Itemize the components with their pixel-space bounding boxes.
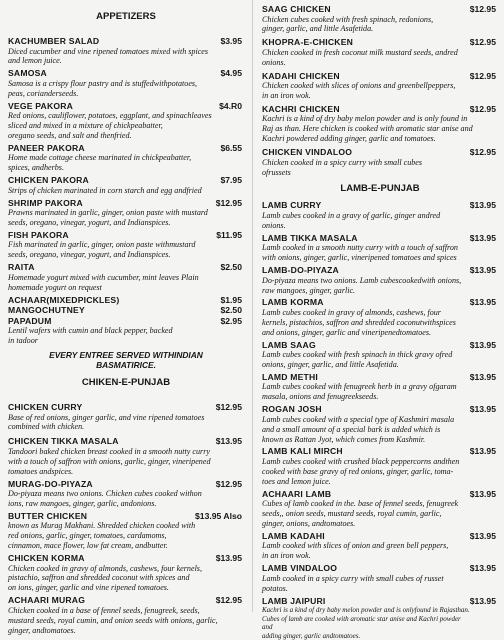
chicken-heading: CHIKEN-E-PUNJAB xyxy=(81,377,171,388)
item-price: $7.95 xyxy=(220,175,242,186)
item-description: Lamb cooked in a spicy curry with small cubes of russet potatos. xyxy=(262,573,444,593)
item-name: BUTTER CHICKEN xyxy=(8,510,88,521)
menu-item xyxy=(8,553,244,593)
item-description: Do-piyaza means two onions. Chicken cubes cooked withon ions, raw mangoes, ginger, garlic, andonions. xyxy=(8,489,202,508)
item-price: $13.95 xyxy=(215,553,242,564)
column-divider xyxy=(252,0,253,612)
lamb-heading: LAMB-E-PUNJAB xyxy=(340,183,420,195)
item-name: SAAG CHICKEN xyxy=(262,4,331,14)
appetizers-heading: APPETIZERS xyxy=(96,11,156,22)
menu-item xyxy=(262,265,498,295)
item-name: LAMB SAAG xyxy=(262,339,316,350)
item-description: Lamb cooked with slices of onion and green bell peppers, in an iron wok. xyxy=(262,541,449,561)
item-description: Home made cottage cheese marinated in chickpeabatter, spices, andherbs. xyxy=(8,153,192,173)
item-name: CHICKEN KORMA xyxy=(8,553,85,564)
item-name: LAMB CURRY xyxy=(262,200,322,211)
item-price: $12.95 xyxy=(215,402,242,412)
item-name: LAMB JAIPURI xyxy=(262,595,326,606)
item-price: $6.55 xyxy=(220,142,242,153)
item-price: $13.95 xyxy=(469,232,496,243)
item-description: Chicken cooked in a base of fennel seeds, fenugreek, seeds, mustard seeds, royal cumin, and onion seeds with onions, garlic, ginger, andtomatoes. xyxy=(8,605,218,635)
item-price: $12.95 xyxy=(469,103,496,114)
menu-item xyxy=(262,489,498,529)
item-price: $13.95 xyxy=(215,436,242,447)
item-name: VEGE PAKORA xyxy=(8,100,74,111)
item-price: $4.R0 xyxy=(219,100,242,111)
menu-item xyxy=(262,104,498,144)
item-name: KACHRI CHICKEN xyxy=(262,103,340,114)
menu-item xyxy=(8,402,244,432)
item-name: LAMB KALI MIRCH xyxy=(262,446,343,457)
menu-item xyxy=(8,101,244,141)
item-name: MANGOCHUTNEY xyxy=(8,305,85,315)
menu-item xyxy=(8,436,244,476)
item-description: Lamb cubes cooked with a special type of Kashmiri masala and a small amount of a special bark is added which is known as Rattan Jyot, which comes from Kashmir. xyxy=(262,414,455,444)
menu-item xyxy=(8,295,244,306)
item-price: $13.95 xyxy=(469,488,496,499)
item-description: Do-piyaza means two onions. Lamb cubescookedwith onions, raw mangoes, ginger, garlic. xyxy=(262,275,462,295)
item-description: Chicken cooked with slices of onions and greenbellpeppers, in an iron wok. xyxy=(262,81,456,101)
item-name: ACHAARI MURAG xyxy=(8,595,86,606)
menu-item xyxy=(8,262,244,292)
menu-item xyxy=(8,175,244,195)
item-description: Kachri is a kind of dry baby melon powder and is onlyfound in Rajasthan. Cubes of lamb are cooked with aromatic star anise and Kachri powder and adding ginger, garlic andtomatoes. xyxy=(262,606,470,640)
left-column xyxy=(8,0,244,636)
item-description: Cubes of lamb cooked in the. base of fennel seeds, fenugreek seeds,, onion seeds, mustard seeds, royal cumin, garlic, ginger, onions, andtomatoes. xyxy=(262,499,459,528)
item-description: Strips of chicken marinated in corn starch and egg andfried xyxy=(8,185,202,195)
item-description: Tandoori baked chicken breast cooked in a smooth nutty curry with a touch of saffron with onions, garlic, ginger, vineripened tomatoes andspices. xyxy=(8,446,211,476)
item-name: KADAHI CHICKEN xyxy=(262,70,340,81)
menu-item xyxy=(262,563,498,593)
item-price: $2.95 xyxy=(220,315,242,326)
item-description: Chicken cubes cooked with fresh spinach, redonions, ginger, garlic, and little Asafetida. xyxy=(262,14,434,34)
item-name: CHICKEN VINDALOO xyxy=(262,147,353,158)
item-price: $12.95 xyxy=(215,595,242,606)
item-price: $13.95 xyxy=(469,563,496,574)
item-name: FISH PAKORA xyxy=(8,229,69,240)
item-price: $2.50 xyxy=(220,305,242,315)
menu-item xyxy=(262,340,498,370)
menu-item xyxy=(8,511,244,551)
appetizers-list xyxy=(8,36,244,346)
item-description: Chicken cooked in fresh coconut milk mustard seeds, andred onions. xyxy=(262,47,458,67)
item-name: CHICKEN TIKKA MASALA xyxy=(8,436,119,447)
item-price: $13.95 xyxy=(469,446,496,457)
item-description: Chicken cooked in gravy of almonds, cashews, four kernels, pistachio, saffron and shredded coconut with spices and on ions, ginger, garlic and vine ripened tomatoes. xyxy=(8,563,202,593)
item-price: $13.95 xyxy=(469,371,496,382)
item-name: LAMB-DO-PIYAZA xyxy=(262,265,339,276)
menu-item xyxy=(262,297,498,337)
menu-item xyxy=(262,71,498,101)
item-name: LAMB TIKKA MASALA xyxy=(262,232,358,243)
item-price: $13.95 xyxy=(469,595,496,606)
item-description: Lentil wafers with cumin and black pepper, backed in tadoor xyxy=(8,326,173,345)
menu-item xyxy=(8,595,244,635)
menu-item xyxy=(8,198,244,228)
lamb-list xyxy=(262,200,498,640)
item-price: $13.95 xyxy=(469,200,496,211)
item-description: Samosa is a crispy flour pastry and is stuffedwithpotatoes, peas, corianderseeds. xyxy=(8,78,198,98)
item-description: Red onions, cauliflower, potatoes, eggplant, and spinachleaves sliced and mixed in a mixture of chickpeabatter, oregano seeds, and salt and thenfried. xyxy=(8,111,212,140)
chicken-continued-list xyxy=(262,4,498,177)
right-column xyxy=(262,0,498,640)
menu-item xyxy=(262,372,498,402)
item-name: PAPADUM xyxy=(8,315,52,326)
item-name: KACHUMBER SALAD xyxy=(8,36,100,46)
menu-item xyxy=(262,4,498,34)
basmati-note: EVERY ENTREE SERVED WITHINDIAN BASMATIRICE. xyxy=(49,349,203,371)
menu-item xyxy=(8,479,244,509)
item-name: RAITA xyxy=(8,262,35,273)
item-price: $4.95 xyxy=(220,68,242,79)
menu-item xyxy=(262,404,498,444)
menu-item xyxy=(8,68,244,98)
menu-item xyxy=(262,233,498,263)
menu-item xyxy=(8,316,244,327)
item-price: $12.95 xyxy=(469,4,496,14)
item-description: Kachri is a kind of dry baby melon powder and is only found in Raj as than. Here chicken is cooked with aromatic star anise and Kachri powdered adding ginger, garlic and tomatoes. xyxy=(262,114,473,144)
item-name: LAMB KORMA xyxy=(262,297,324,308)
item-price: $11.95 xyxy=(216,229,242,240)
item-description: Homemade yogurt mixed with cucumber, mint leaves Plain homemade yogurt on request xyxy=(8,272,199,292)
menu-item xyxy=(262,596,498,640)
menu-item xyxy=(262,446,498,486)
item-description: Lamb cooked in a smooth nutty curry with a touch of saffron with onions, ginger, garlic, vineripened tomatoes and spices xyxy=(262,243,458,263)
item-price: $13.95 xyxy=(469,297,496,308)
item-description: Lamb cubes cooked in gravy of almonds, cashews, four kernels, pistachios, saffron and shredded coconutwithspices and onions, ginger, garlic and vineripenedtomatoes. xyxy=(262,307,456,337)
chicken-list xyxy=(8,402,244,636)
item-name: LAMB VINDALOO xyxy=(262,563,338,574)
item-price: $13.95 xyxy=(469,265,496,276)
menu-item xyxy=(262,531,498,561)
item-description: Diced cucumber and vine ripened tomatoes mixed with spices and lemon juice. xyxy=(8,46,209,66)
item-description: Lamb cubes cooked with fresh spinach in thick gravy ofred onions, ginger, garlic, and little Asafetida. xyxy=(262,350,453,370)
item-price: $12.95 xyxy=(469,37,496,48)
item-price: $3.95 xyxy=(220,36,242,46)
item-price: $13.95 xyxy=(469,404,496,415)
menu-item xyxy=(8,305,244,316)
item-price: $13.95 Also xyxy=(195,510,242,521)
item-name: LAMD METHI xyxy=(262,371,318,382)
item-name: ACHAARI LAMB xyxy=(262,488,332,499)
item-description: known as Murag Makhani. Shredded chicken cooked with red onions, garlic, ginger, tomatoes, cardamoms, cinnamon, mace flower, low fat cream, andbutter. xyxy=(8,521,196,551)
item-name: MURAG-DO-PIYAZA xyxy=(8,478,93,489)
menu-item xyxy=(8,143,244,173)
item-name: CHICKEN CURRY xyxy=(8,402,83,412)
menu-item xyxy=(8,230,244,260)
menu-item xyxy=(262,37,498,67)
item-price: $12.95 xyxy=(469,70,496,81)
item-name: LAMB KADAHI xyxy=(262,530,325,541)
item-price: $1.95 xyxy=(220,294,242,305)
item-price: $12.95 xyxy=(215,197,242,208)
item-description: Fish marinated in garlic, ginger, onion paste withmustard seeds, oregano, vinegar, yogurt, and Indianspices. xyxy=(8,240,196,260)
item-name: CHICKEN PAKORA xyxy=(8,175,89,186)
menu-item xyxy=(8,36,244,66)
item-name: SHRIMP PAKORA xyxy=(8,197,83,208)
item-price: $13.95 xyxy=(469,530,496,541)
item-price: $13.95 xyxy=(469,339,496,350)
menu-item xyxy=(262,147,498,177)
item-name: ROGAN JOSH xyxy=(262,404,322,415)
item-description: Lamb cubes cooked in a gravy of garlic, ginger andred onions. xyxy=(262,210,441,230)
item-description: Lamb cubes cooked with crushed black peppercorns andthen cooked with base gravy of red onions, ginger, garlic, toma- toes and lemon juice. xyxy=(262,456,460,486)
item-description: Prawns marinated in garlic, ginger, onion paste with mustard seeds, oregano, vinegar, yogurt, and Indianspices. xyxy=(8,208,208,227)
item-price: $2.50 xyxy=(220,262,242,273)
item-price: $12.95 xyxy=(215,478,242,489)
item-description: Lamb cubes cooked with fenugreek herb in a gravy ofgaram masala, onions and fenugreekseeds. xyxy=(262,382,457,402)
item-name: ACHAAR(MIXEDPICKLES) xyxy=(8,294,120,305)
item-price: $12.95 xyxy=(469,147,496,158)
item-description: Base of red onions, ginger garlic, and vine ripened tomatoes combined with chicken. xyxy=(8,412,205,432)
item-name: KHOPRA-E-CHICKEN xyxy=(262,37,354,48)
item-description: Chicken cooked in a spicy curry with small cubes ofrussets xyxy=(262,157,423,177)
menu-item xyxy=(262,200,498,230)
item-name: PANEER PAKORA xyxy=(8,142,85,153)
item-name: SAMOSA xyxy=(8,68,47,79)
